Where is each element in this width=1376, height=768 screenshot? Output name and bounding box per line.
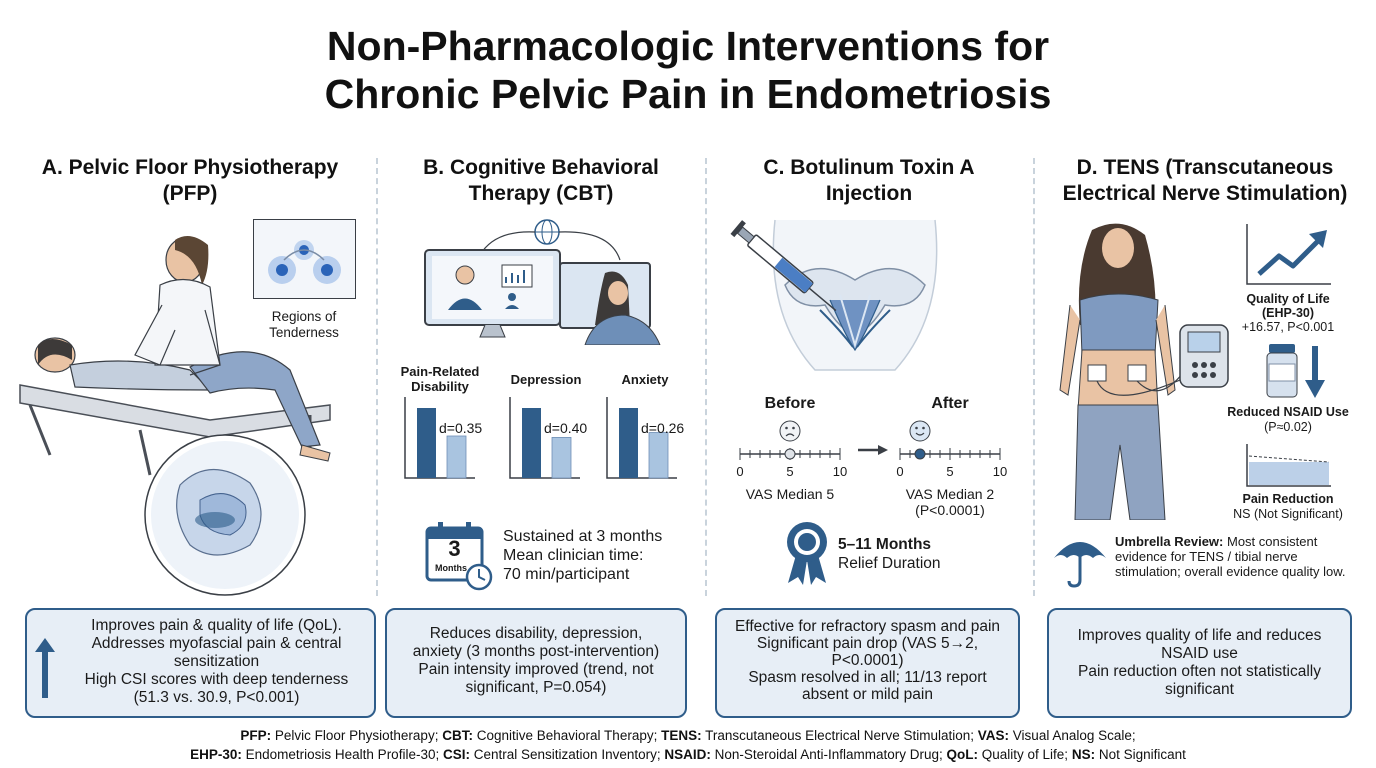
sad-face-icon <box>780 421 800 441</box>
heading-botox-line1: C. Botulinum Toxin A <box>763 156 975 179</box>
abbr-pfp: PFP: <box>240 728 272 743</box>
summary-tens-line4: significant <box>1165 681 1234 698</box>
umbrella-review-text <box>1115 534 1355 579</box>
pelvis-injection-illustration <box>725 215 985 375</box>
chart-title-anxiety: Anxiety <box>621 372 669 387</box>
abbr-cbt: CBT: <box>442 728 473 743</box>
chart-title-depression: Depression <box>510 372 582 387</box>
pain-result-title: Pain Reduction <box>1242 492 1334 506</box>
cbt-sustained-line2: Mean clinician time: <box>503 547 644 564</box>
summary-pfp-line2: Addresses myofascial pain & central <box>91 635 342 652</box>
tenderness-label <box>250 309 358 341</box>
vas-tick-label: 10 <box>832 464 848 479</box>
qol-result-title: Quality of Life <box>1246 292 1330 306</box>
footer-abbreviations-line1 <box>0 727 1376 745</box>
heading-cbt-line1: B. Cognitive Behavioral <box>423 156 659 179</box>
calendar-unit: Months <box>435 563 467 573</box>
summary-pfp <box>25 608 376 718</box>
cbt-sustained-text <box>503 527 662 584</box>
qol-result <box>1222 292 1354 334</box>
divider-cd <box>1033 158 1035 596</box>
pain-flat-chart <box>1243 444 1333 489</box>
tenderness-label-line1: Regions of <box>271 309 337 324</box>
summary-tens-line3: Pain reduction often not statistically <box>1078 663 1321 680</box>
happy-face-icon <box>910 421 930 441</box>
umbrella-review-label: Umbrella Review: <box>1115 534 1224 549</box>
tenderness-map <box>254 220 355 298</box>
qol-result-value: +16.57, P<0.001 <box>1241 320 1335 334</box>
umbrella-review-body: Most consistent evidence for TENS / tibial nerve stimulation; overall evidence quality low. <box>1115 534 1346 579</box>
telehealth-illustration <box>420 215 670 345</box>
cbt-sustained-line3: 70 min/participant <box>503 566 630 583</box>
cbt-bar-after <box>552 437 571 478</box>
summary-pfp-line3: sensitization <box>173 653 260 670</box>
vas-tick-label: 0 <box>736 464 744 479</box>
chart-title-disability-line1: Pain-Related <box>400 364 480 379</box>
def-tens: Transcutaneous Electrical Nerve Stimulation; <box>705 728 974 743</box>
summary-botox <box>715 608 1020 718</box>
divider-bc <box>705 158 707 596</box>
cbt-effect-charts <box>395 395 695 485</box>
tenderness-inset <box>253 219 356 299</box>
cbt-bar-before <box>522 408 541 478</box>
footer-abbreviations-line2 <box>0 746 1376 764</box>
abbr-tens: TENS: <box>661 728 702 743</box>
vas-tick-label: 5 <box>786 464 794 479</box>
summary-botox-line1: Effective for refractory spasm and pain <box>734 618 1001 635</box>
calendar-number: 3 <box>448 536 461 561</box>
abbr-ehp30: EHP-30: <box>190 747 242 762</box>
abbr-nsaid: NSAID: <box>664 747 711 762</box>
pain-result-value: NS (Not Significant) <box>1233 507 1343 521</box>
summary-cbt <box>385 608 687 718</box>
qol-trend-chart <box>1243 222 1333 287</box>
tens-user-illustration <box>1040 220 1230 520</box>
summary-botox-line3: P<0.0001) <box>831 652 904 669</box>
def-nsaid: Non-Steroidal Anti-Inflammatory Drug; <box>714 747 943 762</box>
summary-tens-line2: NSAID use <box>1161 645 1238 662</box>
vas-marker <box>785 449 795 459</box>
before-label: Before <box>764 395 816 412</box>
cbt-bar-after <box>649 433 668 479</box>
heading-tens <box>1036 155 1374 207</box>
summary-cbt-line2: anxiety (3 months post-intervention) <box>412 643 660 660</box>
summary-cbt-line4: significant, P=0.054) <box>465 679 607 696</box>
chart-title-disability-line2: Disability <box>411 379 469 394</box>
abbr-ns: NS: <box>1071 747 1096 762</box>
summary-tens <box>1047 608 1352 718</box>
vas-tick-label: 10 <box>992 464 1008 479</box>
summary-cbt-line1: Reduces disability, depression, <box>429 625 643 642</box>
vas-scales <box>730 418 1010 488</box>
nsaid-result-value: (P≈0.02) <box>1264 420 1312 434</box>
tenderness-label-line2: Tenderness <box>269 325 339 340</box>
arrow-head <box>878 445 888 455</box>
abbr-qol: QoL: <box>946 747 978 762</box>
summary-botox-line4: Spasm resolved in all; 11/13 report <box>748 669 987 686</box>
chart-title-disability <box>395 364 485 394</box>
face-eye <box>922 427 925 430</box>
heading-pfp-line1: A. Pelvic Floor Physiotherapy <box>41 156 339 179</box>
page-title <box>0 22 1376 118</box>
summary-pfp-line1: Improves pain & quality of life (QoL). <box>91 617 342 634</box>
heading-tens-line1: D. TENS (Transcutaneous <box>1076 156 1334 179</box>
cbt-effect-label: d=0.26 <box>641 420 685 436</box>
cbt-effect-label: d=0.35 <box>439 420 483 436</box>
face-eye <box>915 427 918 430</box>
summary-botox-line5: absent or mild pain <box>802 686 933 703</box>
cbt-bar-before <box>619 408 638 478</box>
relief-duration-label: Relief Duration <box>838 555 941 572</box>
umbrella-icon <box>1052 532 1108 588</box>
after-caption <box>895 486 1005 518</box>
def-vas: Visual Analog Scale; <box>1012 728 1136 743</box>
heading-cbt-line2: Therapy (CBT) <box>468 182 614 205</box>
heading-tens-line2: Electrical Nerve Stimulation) <box>1062 182 1348 205</box>
relief-duration <box>838 535 941 573</box>
vas-marker <box>915 449 925 459</box>
qol-result-measure: (EHP-30) <box>1261 306 1315 320</box>
cbt-effect-label: d=0.40 <box>544 420 588 436</box>
def-qol: Quality of Life; <box>981 747 1069 762</box>
def-ehp30: Endometriosis Health Profile-30; <box>245 747 440 762</box>
cbt-bar-before <box>417 408 436 478</box>
pill-bottle-icon <box>1265 344 1335 404</box>
def-csi: Central Sensitization Inventory; <box>473 747 661 762</box>
nsaid-result <box>1215 405 1361 435</box>
heading-cbt <box>380 155 702 207</box>
heading-pfp <box>10 155 370 207</box>
pain-result <box>1215 492 1361 522</box>
summary-botox-line2: Significant pain drop (VAS 5→2, <box>756 635 979 652</box>
summary-pfp-line5: (51.3 vs. 30.9, P<0.001) <box>133 689 300 706</box>
def-cbt: Cognitive Behavioral Therapy; <box>476 728 658 743</box>
face-eye <box>785 427 788 430</box>
heading-pfp-line2: (PFP) <box>162 182 218 205</box>
summary-tens-line1: Improves quality of life and reduces <box>1077 627 1322 644</box>
cbt-bar-after <box>447 436 466 478</box>
abbr-csi: CSI: <box>442 747 470 762</box>
title-line-1: Non-Pharmacologic Interventions for <box>326 23 1050 69</box>
def-ns: Not Significant <box>1098 747 1186 762</box>
title-line-2: Chronic Pelvic Pain in Endometriosis <box>324 71 1052 117</box>
vas-tick-label: 0 <box>896 464 904 479</box>
divider-ab <box>376 158 378 596</box>
heading-botox-line2: Injection <box>825 182 913 205</box>
face-eye <box>792 427 795 430</box>
up-arrow-icon <box>35 638 55 698</box>
ribbon-award-icon <box>782 520 832 585</box>
after-caption-line1: VAS Median 2 <box>905 486 995 502</box>
before-caption: VAS Median 5 <box>745 486 835 502</box>
abbr-vas: VAS: <box>977 728 1010 743</box>
summary-pfp-line4: High CSI scores with deep tenderness <box>84 671 349 688</box>
cbt-sustained-line1: Sustained at 3 months <box>503 528 663 545</box>
relief-duration-months: 5–11 Months <box>838 536 932 553</box>
after-caption-line2: (P<0.0001) <box>915 502 985 518</box>
summary-cbt-line3: Pain intensity improved (trend, not <box>418 661 654 678</box>
nsaid-result-title: Reduced NSAID Use <box>1227 405 1349 419</box>
after-label: After <box>931 395 969 412</box>
def-pfp: Pelvic Floor Physiotherapy; <box>274 728 439 743</box>
vas-tick-label: 5 <box>946 464 954 479</box>
heading-botox <box>710 155 1028 207</box>
